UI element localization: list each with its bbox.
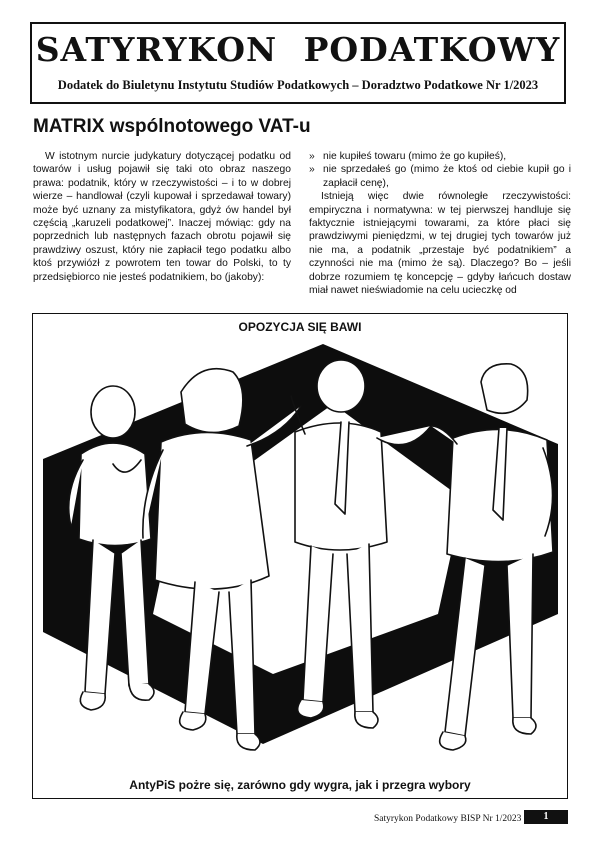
bullet-item [309, 163, 571, 190]
cartoon-caption: AntyPiS pożre się, zarówno gdy wygra, jak i przegra wybory [129, 778, 471, 792]
bullet-item [309, 150, 571, 163]
bullet-marker: » [309, 151, 315, 162]
publication-subtitle: Dodatek do Biuletynu Instytutu Studiów Podatkowych – Doradztwo Podatkowe Nr 1/2023 [57, 78, 539, 92]
bullet-marker: » [309, 164, 315, 176]
cartoon-illustration [32, 313, 568, 799]
article-title: MATRIX wspólnotowego VAT-u [33, 116, 311, 137]
article-column-right [309, 150, 571, 297]
cartoon-title: OPOZYCJA SIĘ BAWI [238, 320, 362, 334]
page-number: 1 [524, 810, 568, 824]
bullet-text: nie kupiłeś towaru (mimo że go kupiłeś), [323, 151, 507, 162]
masthead [30, 22, 566, 104]
article-paragraph-1: W istotnym nurcie judykatury dotyczącej podatku od towarów i usług pojawił się taki oto obraz naszego prawa: podatnik, który w rzeczywistości – i to w dobrej wierze – handlował (czyli kupował i sprzedawał towary) może być uznany za mistyfikatora, gdyż ów handel był częścią „karuzeli podatkowej”. Inaczej mówiąc: gdy na poprzednich lub następnych fazach obrotu pojawił się prawdziwy oszust, który nie zapłacił tego podatku albo ktoś przywiózł z powrotem ten towar do Polski, to ty przedsiębiorco nie jesteś podatnikiem, bo (jakoby): [33, 151, 291, 283]
cartoon-drawing [33, 314, 568, 799]
footer-text: Satyrykon Podatkowy BISP Nr 1/2023 [374, 814, 522, 824]
bullet-text: nie sprzedałeś go (mimo że ktoś od ciebie kupił go i zapłacił cenę), [323, 164, 571, 189]
bullet-list [309, 150, 571, 190]
publication-title: SATYRYKON PODATKOWY [35, 30, 561, 69]
article-column-left [33, 150, 291, 284]
article-paragraph-2: Istnieją więc dwie równoległe rzeczywistości: empiryczna i normatywna: w tej pierwszej handluje się faktycznie istniejącymi towarami, za które płaci się prawdziwymi pieniędzmi, w tej drugiej tych towarów już nie ma, a podatnik „przestaje być podatnikiem” a czynności nie ma (mimo że są). Dlaczego? Bo – jeśli dobrze rozumiem tę koncepcję – gdyby łańcuch dostaw miał nawet nieświadomie na celu ucieczkę od [309, 191, 571, 297]
